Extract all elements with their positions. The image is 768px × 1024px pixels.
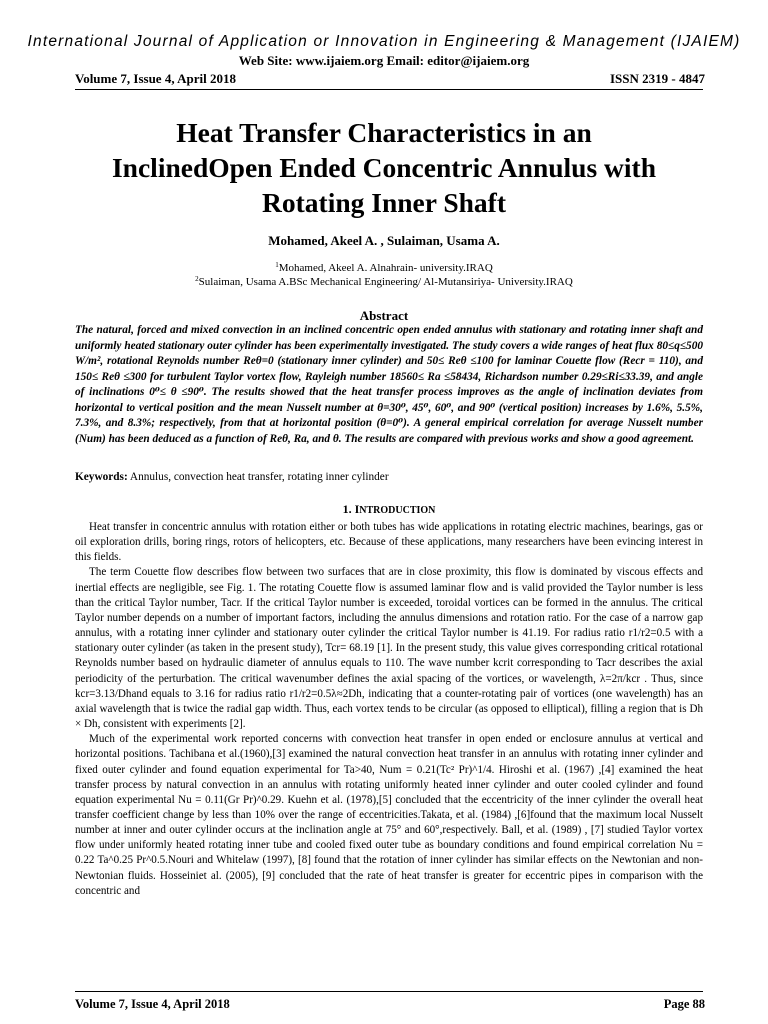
journal-name: International Journal of Application or Innovation in Engineering & Management (IJAIEM) xyxy=(27,33,741,50)
paragraph: Much of the experimental work reported concerns with convection heat transfer in open ended or enclosure annulus at vertical and horizontal positions. Tachibana et al.(1960),[3] examined the natural convection heat transfer in an annulus with rotating inner cylinder and fixed outer cylinder and found equation experimental for Ta>40, Num = 0.21(Tc² Pr)^1/4. Hiroshi et al. (1967) ,[4] examined the heat transfer process by natural convection in an annulus with rotating uniformly heated inner cylinder and outer cooled cylinder and found equation experimental Nu = 0.11(Gr Pr)^0.29. Kuehn et al. (1978),[5] concluded that the eccentricity of the inner cylinder the overall heat transfer coefficient change by less than 10% over the range of eccentricities.Takata, et al. (1984) ,[6]found that the maximum local Nusselt number at inner and outer cylinder occurs at the inclination angle at 75° and 60°,respectively. Ball, et al. (1989) , [7] studied Taylor vortex flow under uniformly heated rotating inner tube and cooled fixed outer tube as boundary conditions and found empirical correlation Nu = 0.22 Ta^0.25 Pr^0.5.Nouri and Whitelaw (1997), [8] found that the rotation of inner cylinder has similar effects on the Newtonian and non-Newtonian fluids. Hosseiniet al. (2005), [9] concluded that the rate of heat transfer is greater for eccentric pipes in comparison with the concentric and xyxy=(75,733,703,897)
affiliation-2 xyxy=(0,275,768,288)
affiliation-text: Mohamed, Akeel A. Alnahrain- university.IRAQ xyxy=(278,262,493,274)
section-number: 1. xyxy=(342,502,352,516)
affiliation-number: 2 xyxy=(195,275,199,283)
affiliation-1 xyxy=(0,261,768,274)
journal-website: Web Site: www.ijaiem.org Email: editor@ijaiem.org xyxy=(238,53,530,68)
abstract-text: The natural, forced and mixed convection in an inclined concentric open ended annulus with stationary and rotating inner shaft and uniformly heated stationary outer cylinder has been experimentally investigated. The study covers a wide ranges of heat flux 80≤q≤500 W/m², rotational Reynolds number Reθ=0 (stationary inner cylinder) and 50≤ Reθ ≤100 for laminar Couette flow (Recr = 110), and 150≤ Reθ ≤300 for turbulent Taylor vortex flow, Rayleigh number 18560≤ Ra ≤58434, Richardson number 0.29≤Ri≤33.39, and angle of inclinations 0⁰≤ θ ≤90⁰. The results showed that the heat transfer process improves as the angle of inclination deviates from horizontal to vertical position and the mean Nusselt number at θ=30⁰, 45⁰, 60⁰, and 90⁰ (vertical position) increases by 1.6%, 5.5%, 7.3%, and 8.3%; respectively, from that at horizontal position (θ=0⁰). A general empirical correlation for average Nusselt number (Num) has been deduced as a function of Reθ, Ra, and θ. The results are compared with previous works and show a good agreement. xyxy=(75,324,703,445)
footer-volume: Volume 7, Issue 4, April 2018 xyxy=(75,997,230,1011)
header-issn: ISSN 2319 - 4847 xyxy=(610,71,705,86)
body-text xyxy=(75,520,703,899)
paper-title xyxy=(50,115,718,220)
section-title-rest: NTRODUCTION xyxy=(359,505,436,516)
keywords xyxy=(75,471,703,483)
keywords-text: Annulus, convection heat transfer, rotating inner cylinder xyxy=(129,471,389,483)
footer-rule xyxy=(75,991,703,992)
paragraph: The term Couette flow describes flow between two surfaces that are in close proximity, this flow is dominated by viscous effects and inertial effects are negligible, see Fig. 1. The rotating Couette flow is assumed laminar flow and is valid provided the Taylor number is less than the critical Taylor number, Tacr. If the critical Taylor number is exceeded, toroidal vortices can be formed in the annulus. The critical Taylor number depends on a number of important factors, including the annulus dimensions and rotation ratio. For the case of a narrow gap annulus, with a rotating inner cylinder and stationary outer cylinder the critical Taylor number is 41.19. For radius ratio r1/r2=0.5 with a stationary outer cylinder (as taken in the present study), Tcr= 68.19 [1]. In the present study, this value gives corresponding critical rotational Reynolds number based on hydraulic diameter of annulus equals to 110. The wave number kcrit corresponding to Tacr describes the axial periodicity of the perturbation. The critical wavenumber defines the axial spacing of the vortices, or wavelength, λ=2π/kcr . Thus, since kcr=3.13/Dhand equals to 3.16 for radius ratio r1/r2=0.5λ≈2Dh, indicating that a counter-rotating pair of vortices (one wavelength) has an axial wavelength that is twice the radial gap width. Thus, each vortex tends to be circular (as opposed to elliptical), filling a region that is Dh × Dh, consistent with experiments [2]. xyxy=(75,566,703,731)
paragraph: Heat transfer in concentric annulus with rotation either or both tubes has wide applications in rotating electric machines, bearings, gas or oil exploration drills, boring rings, rotors of helicopters, etc. Because of these applications, many researchers have been evincing interest in this fields. xyxy=(75,521,703,564)
authors: Mohamed, Akeel A. , Sulaiman, Usama A. xyxy=(268,233,500,248)
affiliation-text: Sulaiman, Usama A.BSc Mechanical Engineering/ Al-Mutansiriya- University.IRAQ xyxy=(198,276,573,288)
header-rule xyxy=(75,89,703,90)
keywords-label: Keywords: xyxy=(75,471,128,483)
abstract-heading: Abstract xyxy=(359,308,409,323)
title-line: Rotating Inner Shaft xyxy=(262,187,506,218)
footer-page: Page 88 xyxy=(663,997,705,1011)
section-heading xyxy=(75,502,703,517)
title-line: InclinedOpen Ended Concentric Annulus with xyxy=(111,152,657,183)
affiliation-number: 1 xyxy=(275,261,279,269)
header-volume: Volume 7, Issue 4, April 2018 xyxy=(75,71,236,86)
title-line: Heat Transfer Characteristics in an xyxy=(176,117,592,148)
section-title-initial: I xyxy=(354,502,360,516)
